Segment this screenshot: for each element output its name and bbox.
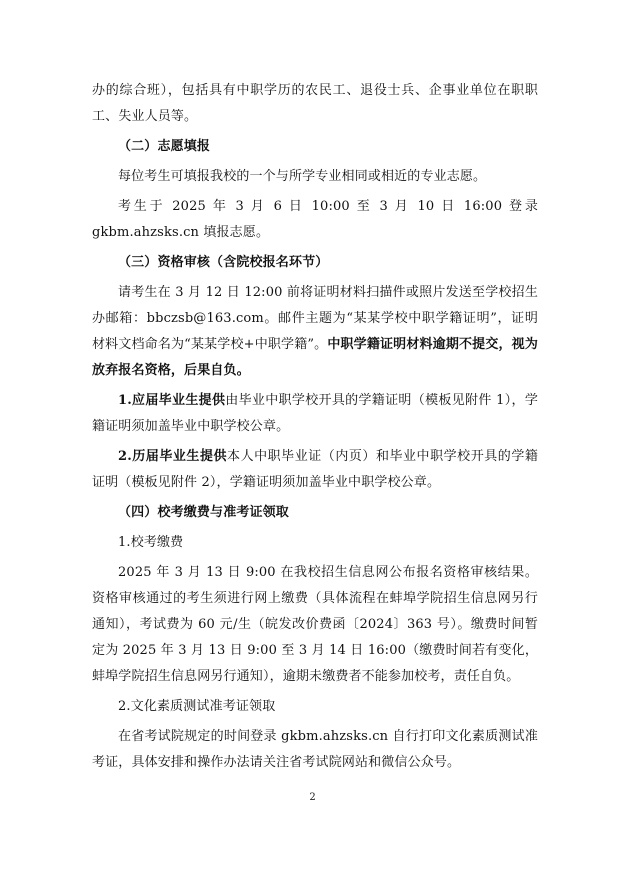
section-heading-qualification: （三）资格审核（含院校报名环节） [118, 255, 329, 270]
submit-materials-text: 请考生在 3 月 12 日 12:00 前将证明材料扫描件或照片发送至学校招生办邮箱：bbczsb@163.com。邮件主题为“某某学校中职学籍证明”，证明材料文档命名为“某某学校+中职学籍”。 [92, 285, 538, 352]
document-body [92, 78, 538, 776]
subheading-exam-fee: 1.校考缴费 [118, 535, 184, 550]
page-number: 2 [309, 792, 316, 803]
past-graduates-text: 本人中职毕业证（内页）和毕业中职学校开具的学籍证明（模板见附件 2），学籍证明须加盖毕业中职学校公章。 [92, 449, 539, 490]
paragraph-fresh-graduates [92, 388, 538, 440]
fresh-graduates-text: 由毕业中职学校开具的学籍证明（模板见附件 1），学籍证明须加盖毕业中职学校公章。 [92, 393, 539, 434]
section-heading-fees: （四）校考缴费与准考证领取 [118, 505, 289, 520]
paragraph-fee-details: 2025 年 3 月 13 日 9:00 在我校招生信息网公布报名资格审核结果。资格审核通过的考生须进行网上缴费（具体流程在蚌埠学院招生信息网另行通知），考试费为 60 元/生（皖发改价费函〔2024〕363 号）。缴费时间暂定为 2025 年 3 月 13 日 9:00 至 3 月 14 日 16:00（缴费时间若有变化，蚌埠学院招生信息网另行通知），逾期未缴费者不能参加校考，责任自负。 [92, 565, 538, 684]
paragraph-one-choice: 每位考生可填报我校的一个与所学专业相同或相近的专业志愿。 [118, 169, 487, 184]
deadline-warning: 中职学籍证明材料逾期不提交，视为放弃报名资格，后果自负。 [92, 337, 538, 378]
subheading-admission-ticket: 2.文化素质测试准考证领取 [118, 699, 276, 714]
paragraph-ticket-printing: 在省考试院规定的时间登录 gkbm.ahzsks.cn 自行打印文化素质测试准考证，具体安排和操作办法请关注省考试院网站和微信公众号。 [92, 729, 538, 770]
section-heading-application: （二）志愿填报 [118, 139, 211, 154]
paragraph-past-graduates [92, 444, 538, 496]
paragraph-submit-materials [92, 280, 538, 384]
paragraph-applicant-scope: 办的综合班），包括具有中职学历的农民工、退役士兵、企事业单位在职职工、失业人员等。 [92, 83, 538, 124]
past-graduates-label: 2.历届毕业生提供 [118, 449, 228, 464]
fresh-graduates-label: 1.应届毕业生提供 [118, 393, 226, 408]
paragraph-application-time: 考生于 2025 年 3 月 6 日 10:00 至 3 月 10 日 16:00 登录 gkbm.ahzsks.cn 填报志愿。 [92, 199, 538, 240]
